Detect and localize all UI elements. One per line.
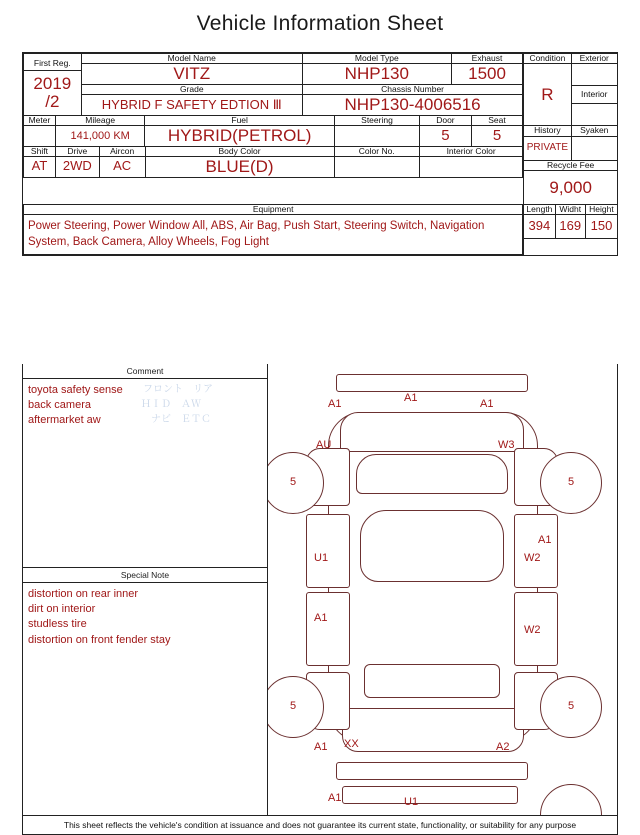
- comment-column: [22, 364, 268, 816]
- special-note-line-3: studless tire: [28, 618, 87, 631]
- syaken-value: [571, 136, 617, 160]
- drive-value: 2WD: [55, 157, 99, 178]
- windshield: [356, 454, 508, 494]
- fuel-value: HYBRID(PETROL): [145, 126, 334, 147]
- damage-mark-15: A1: [314, 741, 328, 753]
- steering-label: Steering: [334, 115, 419, 125]
- door-value: 5: [420, 126, 472, 147]
- lower-area: [22, 364, 618, 816]
- spare-wheel: [540, 784, 602, 816]
- identity-table: [23, 53, 523, 116]
- interior-value: [571, 104, 617, 126]
- chassis-number-label: Chassis Number: [302, 84, 522, 94]
- model-name-value: VITZ: [81, 64, 302, 85]
- exterior-value: [571, 64, 617, 86]
- exhaust-value: 1500: [451, 64, 523, 85]
- comment-faint-1: フロント リア: [143, 384, 213, 395]
- comment-faint-2: ＨＩＤ ＡＷ: [141, 399, 201, 410]
- equipment-label: Equipment: [24, 205, 523, 215]
- special-note-line-1: distortion on rear inner: [28, 588, 139, 600]
- condition-label: Condition: [524, 54, 571, 64]
- damage-mark-9: U1: [314, 552, 329, 564]
- shift-value: AT: [24, 157, 56, 178]
- condition-value: R: [524, 64, 571, 126]
- footer-disclaimer: This sheet reflects the vehicle's condition at issuance and does not guarantee its current state, functionality, or suitability for any purpose: [22, 816, 618, 835]
- special-note-line-4: distortion on front fender stay: [28, 633, 171, 646]
- body-color-label: Body Color: [145, 146, 334, 156]
- damage-mark-1: A1: [328, 398, 342, 410]
- height-value: 150: [585, 215, 617, 239]
- front-door-left: [306, 514, 350, 588]
- aircon-value: AC: [99, 157, 145, 178]
- special-note-line-2: dirt on interior: [28, 603, 96, 616]
- damage-mark-7: 5: [568, 476, 575, 488]
- special-note-body: [23, 583, 267, 815]
- model-type-value: NHP130: [302, 64, 451, 85]
- rear-bumper: [336, 762, 528, 780]
- front-door-right: [514, 514, 558, 588]
- mileage-value: 141,000 KM: [55, 126, 145, 147]
- recycle-fee-value: 9,000: [524, 171, 617, 205]
- aircon-label: Aircon: [99, 146, 145, 156]
- front-bumper: [336, 374, 528, 392]
- damage-mark-19: U1: [404, 796, 419, 808]
- exterior-label: Exterior: [571, 54, 617, 64]
- damage-mark-16: XX: [344, 738, 359, 750]
- damage-mark-11: A1: [314, 612, 328, 624]
- first-reg-year: 2019: [33, 74, 72, 94]
- page-title: Vehicle Information Sheet: [196, 12, 444, 35]
- fuel-label: Fuel: [145, 115, 334, 125]
- damage-mark-3: A1: [480, 398, 494, 410]
- model-type-label: Model Type: [302, 54, 451, 64]
- damage-mark-5: W3: [498, 439, 515, 451]
- body-color-value: BLUE(D): [145, 157, 334, 178]
- shift-label: Shift: [24, 146, 56, 156]
- comment-line-3: aftermarket aw: [28, 413, 101, 426]
- syaken-label: Syaken: [571, 126, 617, 136]
- grade-value: HYBRID F SAFETY EDTION Ⅲ: [81, 95, 302, 116]
- damage-mark-4: AU: [316, 439, 332, 451]
- damage-mark-13: 5: [290, 700, 297, 712]
- color-no-value: [334, 157, 419, 178]
- length-value: 394: [524, 215, 555, 239]
- meter-table: [23, 115, 523, 147]
- first-reg-month: /2: [45, 92, 60, 112]
- seat-label: Seat: [471, 115, 523, 125]
- length-label: Length: [524, 205, 555, 215]
- comment-header: Comment: [23, 364, 267, 379]
- height-label: Height: [585, 205, 617, 215]
- interior-color-label: Interior Color: [419, 146, 522, 156]
- spec-block: [22, 52, 618, 256]
- damage-mark-6: 5: [290, 476, 297, 488]
- equipment-table: [23, 204, 523, 255]
- roof-panel: [360, 510, 504, 582]
- damage-mark-12: W2: [524, 624, 541, 636]
- dimensions-table: [524, 204, 617, 239]
- vehicle-damage-diagram: [268, 364, 618, 816]
- first-reg-value: [24, 54, 82, 116]
- steering-value: [334, 126, 419, 147]
- damage-mark-14: 5: [568, 700, 575, 712]
- damage-mark-8: A1: [538, 534, 552, 546]
- mileage-label: Mileage: [55, 115, 145, 125]
- width-value: 169: [555, 215, 585, 239]
- history-label: History: [524, 126, 571, 136]
- interior-color-value: [419, 157, 522, 178]
- width-label: Widht: [555, 205, 585, 215]
- recycle-fee-label: Recycle Fee: [524, 160, 617, 170]
- rear-lower-panel: [342, 786, 518, 804]
- comment-line-1: toyota safety sense: [28, 384, 123, 396]
- interior-label: Interior: [571, 86, 617, 104]
- history-value: PRIVATE: [524, 136, 571, 160]
- grade-label: Grade: [81, 84, 302, 94]
- bonnet-panel: [340, 412, 524, 452]
- seat-value: 5: [471, 126, 523, 147]
- comment-body: [23, 379, 267, 567]
- damage-mark-17: A2: [496, 741, 510, 753]
- comment-line-2: back camera: [28, 398, 91, 411]
- comment-faint-3: ナビ ＥＴＣ: [151, 414, 211, 425]
- condition-table: [524, 53, 617, 205]
- meter-value: [24, 126, 56, 147]
- damage-mark-2: A1: [404, 392, 418, 404]
- model-name-label: Model Name: [81, 54, 302, 64]
- rear-door-left: [306, 592, 350, 666]
- special-note-header: Special Note: [23, 567, 267, 583]
- damage-mark-10: W2: [524, 552, 541, 564]
- drive-label: Drive: [55, 146, 99, 156]
- door-label: Door: [420, 115, 472, 125]
- chassis-number-value: NHP130-4006516: [302, 95, 522, 116]
- exhaust-label: Exhaust: [451, 54, 523, 64]
- first-reg-label: First Reg.: [23, 57, 82, 71]
- color-table: [23, 146, 523, 178]
- damage-mark-18: A1: [328, 792, 342, 804]
- rear-window: [364, 664, 500, 698]
- meter-label: Meter: [24, 115, 56, 125]
- equipment-value: Power Steering, Power Window All, ABS, Air Bag, Push Start, Steering Switch, Navigation System, Back Camera, Alloy Wheels, Fog Light: [24, 215, 523, 255]
- color-no-label: Color No.: [334, 146, 419, 156]
